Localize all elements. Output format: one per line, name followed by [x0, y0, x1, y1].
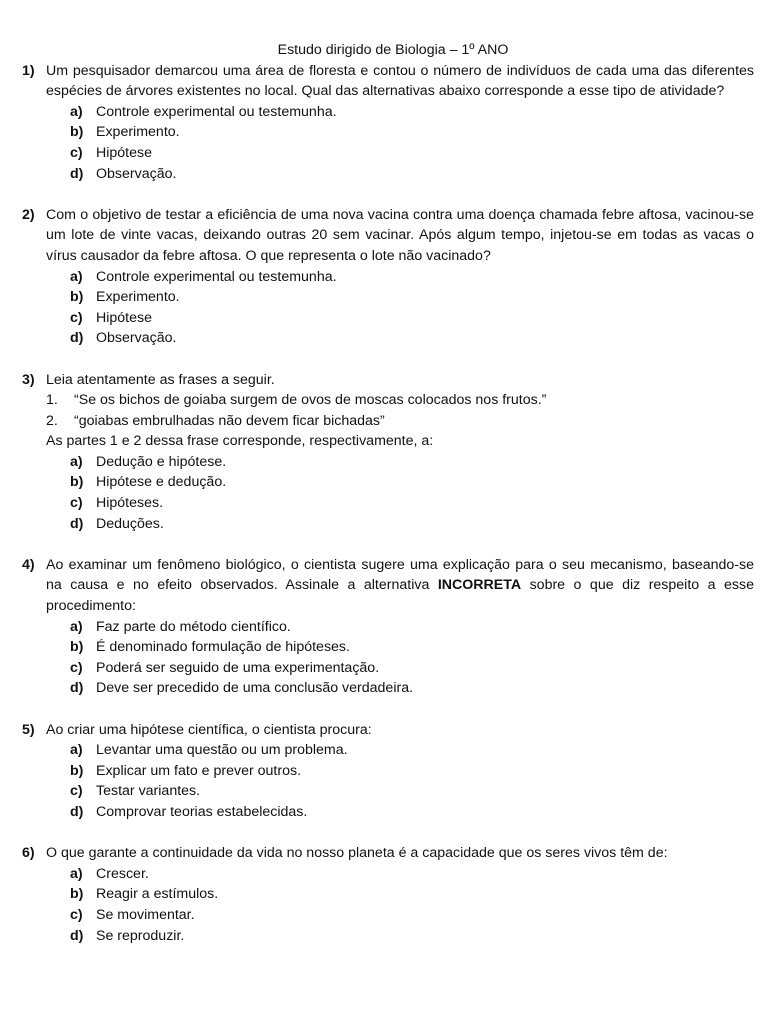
question-number: 2) [22, 206, 35, 223]
option-text: Se movimentar. [96, 906, 195, 923]
option-text: Deduções. [96, 515, 164, 532]
statement-number: 2. [46, 412, 58, 429]
option-letter: d) [70, 680, 84, 697]
question-1 [22, 61, 754, 102]
option-letter: a) [70, 268, 83, 285]
question-2-options [22, 267, 754, 349]
spacer [22, 349, 754, 370]
option-text: É denominado formulação de hipóteses. [96, 639, 350, 656]
question-followup: As partes 1 e 2 dessa frase corresponde, respectivamente, a: [46, 433, 434, 450]
option-letter: b) [70, 474, 84, 491]
spacer [22, 699, 754, 720]
option-letter: a) [70, 742, 83, 759]
option-c [70, 143, 754, 164]
statement-text: “Se os bichos de goiaba surgem de ovos de moscas colocados nos frutos.” [74, 392, 547, 409]
option-c [70, 658, 754, 679]
option-text: Hipótese [96, 144, 152, 161]
option-text: Crescer. [96, 865, 149, 882]
option-a [70, 452, 754, 473]
question-2 [22, 205, 754, 267]
question-text: Com o objetivo de testar a eficiência de uma nova vacina contra uma doença chamada febre aftosa, vacinou-se um lote de vinte vacas, deixando outras 20 sem vacinar. Após algum tempo, injetou-se em todas as vacas o vírus causador da febre aftosa. O que representa o lote não vacinado? [46, 206, 754, 264]
option-text: Controle experimental ou testemunha. [96, 268, 337, 285]
option-text: Experimento. [96, 124, 180, 141]
option-text: Observação. [96, 330, 177, 347]
statement-2 [46, 411, 754, 432]
option-d [70, 802, 754, 823]
option-c [70, 905, 754, 926]
question-text: O que garante a continuidade da vida no nosso planeta é a capacidade que os seres vivos têm de: [46, 845, 668, 862]
spacer [22, 184, 754, 205]
option-b [70, 122, 754, 143]
option-d [70, 514, 754, 535]
option-text: Experimento. [96, 289, 180, 306]
option-letter: d) [70, 803, 84, 820]
question-number: 5) [22, 721, 35, 738]
option-letter: a) [70, 103, 83, 120]
option-text: Controle experimental ou testemunha. [96, 103, 337, 120]
option-text: Se reproduzir. [96, 927, 185, 944]
option-text: Testar variantes. [96, 783, 201, 800]
option-letter: d) [70, 165, 84, 182]
option-text: Observação. [96, 165, 177, 182]
question-number: 6) [22, 845, 35, 862]
question-number: 4) [22, 556, 35, 573]
option-d [70, 926, 754, 947]
option-letter: b) [70, 762, 84, 779]
option-letter: c) [70, 495, 83, 512]
option-text: Hipótese e dedução. [96, 474, 227, 491]
question-6 [22, 843, 754, 864]
statement-1 [46, 390, 754, 411]
option-text: Faz parte do método científico. [96, 618, 291, 635]
option-text: Comprovar teorias estabelecidas. [96, 803, 308, 820]
option-letter: d) [70, 330, 84, 347]
option-letter: c) [70, 906, 83, 923]
option-letter: a) [70, 618, 83, 635]
question-text: Um pesquisador demarcou uma área de floresta e contou o número de indivíduos de cada uma das diferentes espécies de árvores existentes no local. Qual das alternativas abaixo corresponde a esse tipo de atividade? [46, 62, 754, 100]
option-letter: d) [70, 515, 84, 532]
question-text-part: Ao examinar um fenômeno biológico, o cientista sugere uma explicação para o seu mecanismo, baseando-se na causa e no efeito observados. Assinale a alternativa [46, 556, 754, 594]
document-title: Estudo dirigido de Biologia – 1º ANO [277, 42, 509, 58]
question-6-options [22, 864, 754, 946]
question-text: Leia atentamente as frases a seguir. [46, 371, 275, 388]
question-emphasis: INCORRETA [437, 577, 522, 594]
option-text: Hipótese [96, 309, 152, 326]
option-c [70, 308, 754, 329]
option-text: Dedução e hipótese. [96, 453, 227, 470]
question-text: Ao criar uma hipótese científica, o cientista procura: [46, 721, 372, 738]
option-b [70, 637, 754, 658]
option-c [70, 493, 754, 514]
option-text: Reagir a estímulos. [96, 886, 219, 903]
option-text: Levantar uma questão ou um problema. [96, 742, 348, 759]
option-letter: a) [70, 453, 83, 470]
option-text: Hipóteses. [96, 495, 164, 512]
option-a [70, 617, 754, 638]
option-b [70, 472, 754, 493]
option-letter: b) [70, 639, 84, 656]
option-letter: c) [70, 783, 83, 800]
question-3-options [22, 452, 754, 534]
option-letter: a) [70, 865, 83, 882]
option-a [70, 102, 754, 123]
question-4-options [22, 617, 754, 699]
statement-number: 1. [46, 392, 58, 409]
option-letter: b) [70, 886, 84, 903]
option-c [70, 781, 754, 802]
question-text [46, 555, 754, 617]
question-5-options [22, 740, 754, 822]
question-1-options [22, 102, 754, 184]
statement-text: “goiabas embrulhadas não devem ficar bichadas” [74, 412, 385, 429]
option-b [70, 287, 754, 308]
option-a [70, 864, 754, 885]
option-letter: d) [70, 927, 84, 944]
option-d [70, 164, 754, 185]
option-b [70, 761, 754, 782]
option-text: Deve ser precedido de uma conclusão verdadeira. [96, 680, 414, 697]
option-letter: b) [70, 289, 84, 306]
option-a [70, 740, 754, 761]
question-3 [22, 370, 754, 452]
option-text: Explicar um fato e prever outros. [96, 762, 302, 779]
option-d [70, 328, 754, 349]
option-a [70, 267, 754, 288]
question-5 [22, 720, 754, 741]
spacer [22, 534, 754, 555]
option-letter: c) [70, 144, 83, 161]
question-number: 3) [22, 371, 35, 388]
question-text-part: sobre o que diz respeito a esse procedimento: [46, 577, 754, 615]
question-4 [22, 555, 754, 617]
option-letter: c) [70, 659, 83, 676]
option-d [70, 678, 754, 699]
option-text: Poderá ser seguido de uma experimentação. [96, 659, 380, 676]
option-letter: b) [70, 124, 84, 141]
spacer [22, 823, 754, 844]
option-letter: c) [70, 309, 83, 326]
question-number: 1) [22, 62, 35, 79]
option-b [70, 884, 754, 905]
